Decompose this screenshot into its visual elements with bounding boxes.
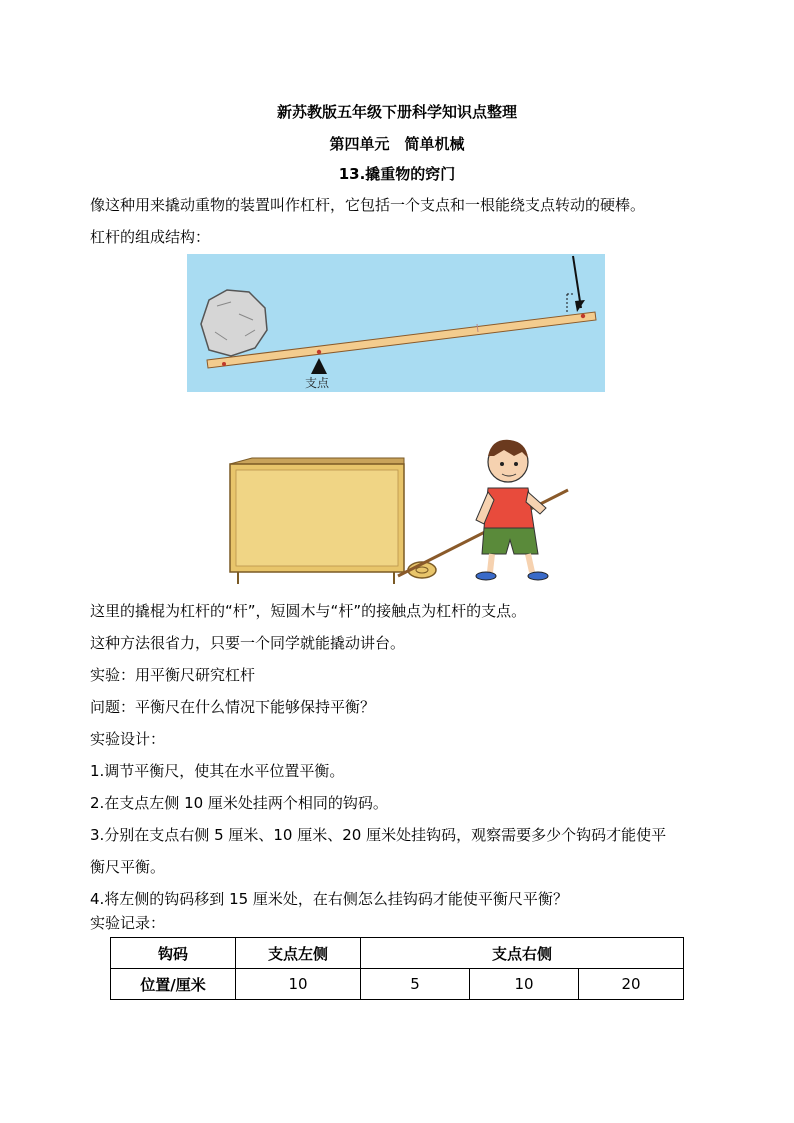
table-cell: 10 — [470, 969, 579, 1000]
step-2: 2.在支点左侧 10 厘米处挂两个相同的钩码。 — [90, 794, 388, 812]
fulcrum-label: 支点 — [305, 376, 330, 390]
prying-illustration — [222, 436, 572, 586]
table-cell: 5 — [361, 969, 470, 1000]
lever-definition: 像这种用来撬动重物的装置叫作杠杆，它包括一个支点和一根能绕支点转动的硬棒。 — [90, 196, 646, 214]
lesson-title: 13.撬重物的窍门 — [338, 165, 456, 183]
record-table — [110, 937, 684, 1000]
step-3-line-2: 衡尺平衡。 — [90, 858, 166, 876]
table-header-cell: 支点左侧 — [236, 938, 361, 969]
effort-point — [581, 314, 585, 318]
table-header-cell: 钩码 — [111, 938, 236, 969]
lever-structure-label: 杠杆的组成结构： — [90, 228, 211, 246]
podium-box — [230, 458, 404, 584]
table-row-label: 位置/厘米 — [111, 969, 236, 1000]
step-3-line-1: 3.分别在支点右侧 5 厘米、10 厘米、20 厘米处挂钩码，观察需要多少个钩码才能使平 — [90, 826, 667, 844]
rock-illustration — [201, 290, 267, 356]
lever-diagram — [187, 254, 605, 392]
table-row — [111, 938, 684, 969]
prying-illustration-svg — [222, 436, 572, 586]
table-row — [111, 969, 684, 1000]
table-cell: 20 — [579, 969, 684, 1000]
experiment-title: 实验：用平衡尺研究杠杆 — [90, 666, 256, 684]
table-cell: 10 — [236, 969, 361, 1000]
method-note: 这种方法很省力，只要一个同学就能撬动讲台。 — [90, 634, 406, 652]
table-header-cell: 支点右侧 — [361, 938, 684, 969]
fulcrum-point — [317, 350, 321, 354]
step-1: 1.调节平衡尺，使其在水平位置平衡。 — [90, 762, 345, 780]
lever-diagram-svg — [187, 254, 605, 392]
step-4: 4.将左侧的钩码移到 15 厘米处，在右侧怎么挂钩码才能使平衡尺平衡？ — [90, 890, 568, 908]
design-heading: 实验设计： — [90, 730, 166, 748]
boy-figure — [476, 440, 548, 580]
record-heading: 实验记录： — [90, 914, 166, 932]
document-title: 新苏教版五年级下册科学知识点整理 — [276, 103, 517, 121]
experiment-question: 问题：平衡尺在什么情况下能够保持平衡？ — [90, 698, 376, 716]
crowbar-explanation: 这里的撬棍为杠杆的“杆”，短圆木与“杆”的接触点为杠杆的支点。 — [90, 602, 527, 620]
unit-title: 第四单元 简单机械 — [329, 135, 465, 153]
